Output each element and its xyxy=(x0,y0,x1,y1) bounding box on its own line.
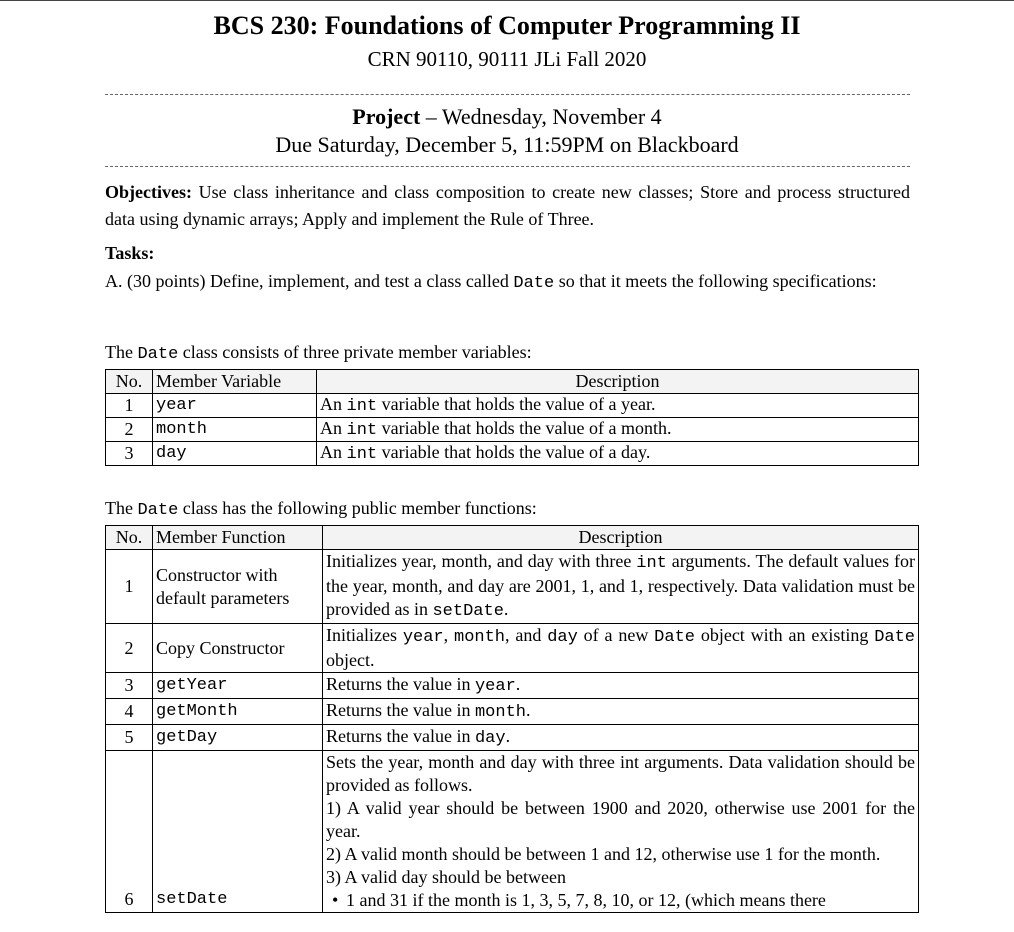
row-no: 3 xyxy=(106,442,153,466)
row-no: 4 xyxy=(106,699,153,725)
function-description xyxy=(323,751,919,913)
task-a-text: A. (30 points) Define, implement, and test a class called xyxy=(105,271,514,291)
row-no: 3 xyxy=(106,673,153,699)
row-no: 5 xyxy=(106,725,153,751)
variable-description: An int variable that holds the value of a year. xyxy=(317,394,919,418)
variable-description: An int variable that holds the value of a month. xyxy=(317,418,919,442)
function-name: getYear xyxy=(153,673,323,699)
list-item: • 1 and 31 if the month is 1, 3, 5, 7, 8, 10, or 12, (which means there xyxy=(348,889,915,912)
function-name: getMonth xyxy=(153,699,323,725)
table-row xyxy=(106,394,919,418)
member-functions-table xyxy=(105,525,919,913)
header-description: Description xyxy=(317,370,919,394)
header-no: No. xyxy=(106,370,153,394)
intro-code: Date xyxy=(137,501,179,520)
tasks-heading xyxy=(105,243,154,264)
task-a-code: Date xyxy=(513,274,555,293)
dashed-divider xyxy=(105,94,910,95)
header-description: Description xyxy=(323,526,919,550)
member-variables-table xyxy=(105,369,919,466)
row-no: 2 xyxy=(106,418,153,442)
table-header-row xyxy=(106,526,919,550)
table-row xyxy=(106,418,919,442)
function-name: Copy Constructor xyxy=(153,624,323,673)
variables-intro xyxy=(105,342,532,364)
variable-description: An int variable that holds the value of a day. xyxy=(317,442,919,466)
course-title: BCS 230: Foundations of Computer Programming II xyxy=(213,11,801,40)
setdate-intro: Sets the year, month and day with three int arguments. Data validation should be provided as follows. xyxy=(326,752,915,795)
header-member-function: Member Function xyxy=(153,526,323,550)
function-description: Returns the value in year. xyxy=(323,673,919,699)
row-no: 2 xyxy=(106,624,153,673)
intro-text: The xyxy=(105,342,138,362)
row-no: 1 xyxy=(106,394,153,418)
task-a-paragraph xyxy=(105,268,910,298)
intro-text: The xyxy=(105,498,138,518)
function-description: Initializes year, month, and day with three int arguments. The default values for the year, month, and day are 2001, 1, and 1, respectively. Data validation must be provided as in setDate. xyxy=(323,550,919,624)
variable-name: day xyxy=(153,442,317,466)
top-rule xyxy=(0,0,1014,1)
objectives-label: Objectives: xyxy=(105,182,192,202)
table-row xyxy=(106,725,919,751)
variable-name: year xyxy=(153,394,317,418)
project-date: – Wednesday, November 4 xyxy=(420,104,662,129)
table-row xyxy=(106,751,919,913)
setdate-rule-month: 2) A valid month should be between 1 and 12, otherwise use 1 for the month. xyxy=(326,844,881,864)
function-description: Returns the value in month. xyxy=(323,699,919,725)
project-line xyxy=(0,104,1014,130)
objectives-paragraph xyxy=(105,179,910,232)
table-row xyxy=(106,442,919,466)
objectives-text: Use class inheritance and class composition to create new classes; Store and process structured data using dynamic arrays; Apply and implement the Rule of Three. xyxy=(105,182,910,229)
row-no: 6 xyxy=(106,751,153,913)
table-row xyxy=(106,550,919,624)
function-name: getDay xyxy=(153,725,323,751)
setdate-rule-day: 3) A valid day should be between xyxy=(326,867,566,887)
header-no: No. xyxy=(106,526,153,550)
table-row xyxy=(106,673,919,699)
table-row xyxy=(106,624,919,673)
table-header-row xyxy=(106,370,919,394)
row-no: 1 xyxy=(106,550,153,624)
function-description: Returns the value in day. xyxy=(323,725,919,751)
functions-intro xyxy=(105,498,537,520)
due-line: Due Saturday, December 5, 11:59PM on Blackboard xyxy=(275,132,739,157)
setdate-day-rules xyxy=(326,889,915,912)
intro-code: Date xyxy=(137,345,179,364)
task-a-text-end: so that it meets the following specifications: xyxy=(554,271,877,291)
crn-line: CRN 90110, 90111 JLi Fall 2020 xyxy=(367,47,647,71)
function-description: Initializes year, month, and day of a new Date object with an existing Date object. xyxy=(323,624,919,673)
table-row xyxy=(106,699,919,725)
function-name: setDate xyxy=(153,751,323,913)
setdate-rule-year: 1) A valid year should be between 1900 and 2020, otherwise use 2001 for the year. xyxy=(326,798,915,841)
dashed-divider xyxy=(105,166,910,167)
intro-text-end: class has the following public member functions: xyxy=(178,498,537,518)
tasks-label: Tasks: xyxy=(105,243,155,263)
variable-name: month xyxy=(153,418,317,442)
function-name: Constructor with default parameters xyxy=(153,550,323,624)
header-member-variable: Member Variable xyxy=(153,370,317,394)
project-label: Project xyxy=(352,104,421,129)
intro-text-end: class consists of three private member variables: xyxy=(178,342,532,362)
